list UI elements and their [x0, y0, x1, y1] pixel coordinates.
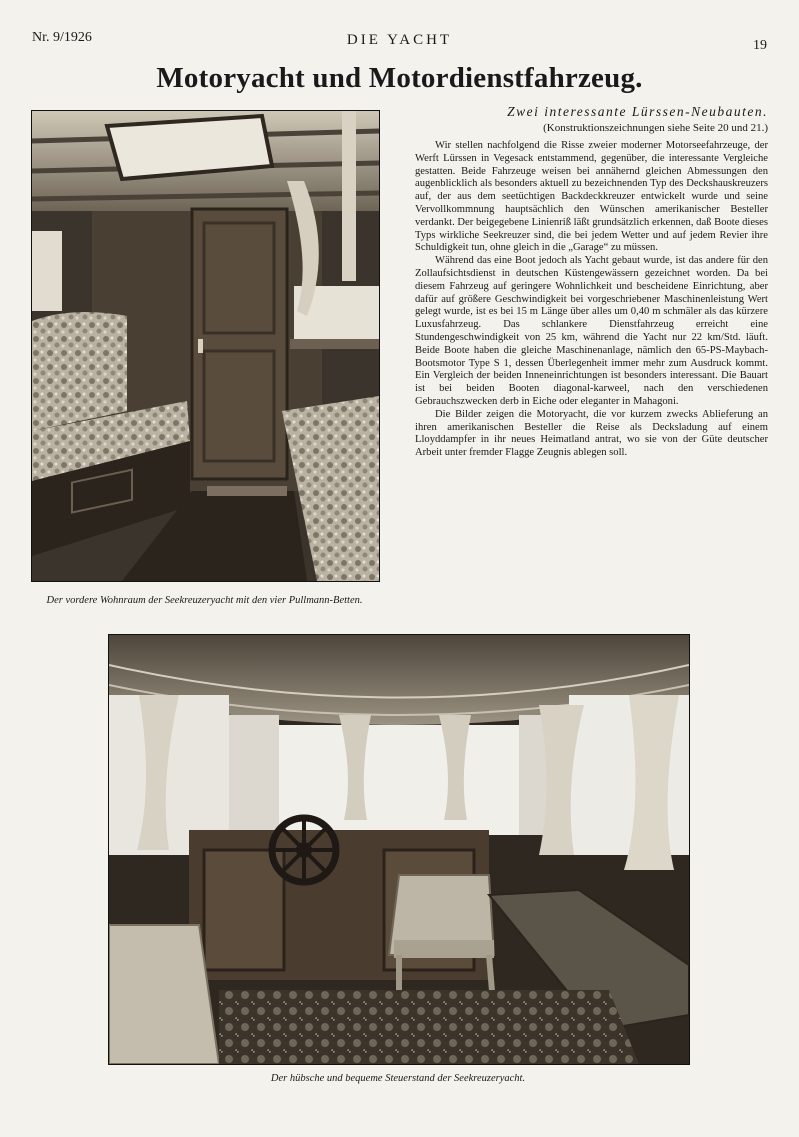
magazine-name: DIE YACHT — [346, 32, 453, 48]
cabin-photo-caption: Der vordere Wohnraum der Seekreuzeryacht mit den vier Pullmann-Betten. — [46, 595, 363, 606]
page-number: 19 — [753, 38, 767, 53]
helm-photo-caption: Der hübsche und bequeme Steuerstand der Seekreuzeryacht. — [270, 1073, 526, 1084]
article-subtitle: Zwei interessante Lürssen-Neubauten. — [507, 104, 768, 119]
article-note: (Konstruktionszeichnungen siehe Seite 20 und 21.) — [543, 122, 768, 134]
helm-photo-image — [109, 635, 689, 1064]
article-paragraph-1: Wir stellen nachfolgend die Risse zweier moderner Motorseefahrzeuge, der Werft Lürssen in Vegesack entstammend, gegenüber, die interessante Vergleiche gestatten. Beide Fahrzeuge weisen bei annähernd gleichen Abmessungen den augenblicklich als besonders aktuell zu bezeichnenden Typ des Deckshauskreuzers auf, der aus dem seetüchtigen Backdeckkreuzer entwickelt wurde und seine Vervollkommnung hauptsächlich den Wünschen amerikanischer Besteller verdankt. Der beigegebene Linienriß läßt grundsätzlich erkennen, daß Boote dieses Typs wirkliche Seekreuzer sind, die bei jedem Wetter und auf jedem Revier ihre Schuldigkeit tun, ohne gleich in die „Garage“ zu müssen. — [415, 140, 768, 254]
cabin-photo — [31, 110, 380, 582]
issue-number: Nr. 9/1926 — [32, 30, 92, 45]
cabin-photo-image — [32, 111, 379, 581]
running-head — [0, 30, 799, 54]
article-body — [415, 104, 768, 460]
article-title: Motoryacht und Motordienstfahrzeug. — [156, 62, 643, 94]
helm-photo — [108, 634, 690, 1065]
article-paragraph-3: Die Bilder zeigen die Motoryacht, die vor kurzem zwecks Ablieferung an ihren amerikanischen Besteller die Reise als Decksladung auf einem Lloyddampfer in ihr neues Heimatland antrat, wo sie von der Güte deutscher Arbeit unter fremder Flagge Zeugnis ablegen soll. — [415, 408, 768, 459]
article-paragraph-2: Während das eine Boot jedoch als Yacht gebaut wurde, ist das andere für den Zollaufsichtsdienst in deutschen Küstengewässern gezeichnet worden. Da bei diesem Fahrzeug auf geringere Wohnlichkeit und bescheidene Einrichtung, aber dafür auf größere Geschwindigkeit bei vorgeschriebener Maschinenleistung Wert gelegt wurde, ist es bei 15 m Länge über alles um 0,40 m schmäler als das kürzere Luxusfahrzeug. Das schlankere Dienstfahrzeug erreicht eine Stundengeschwindigkeit von 25 km, während die Yacht nur 22 km/Std. läuft. Beide Boote haben die gleiche Maschinenanlage, nämlich den 65-PS-Maybach-Bootsmotor Type S 1, dessen Überlegenheit immer mehr zum Ausdruck kommt. Ein Vergleich der beiden Inneneinrichtungen ist besonders interessant. Die Bauart ist bei beiden Booten diagonal-karweel, nach den verschiedenen Gebrauchszwecken derb in Eiche oder eleganter in Mahagoni. — [415, 255, 768, 407]
